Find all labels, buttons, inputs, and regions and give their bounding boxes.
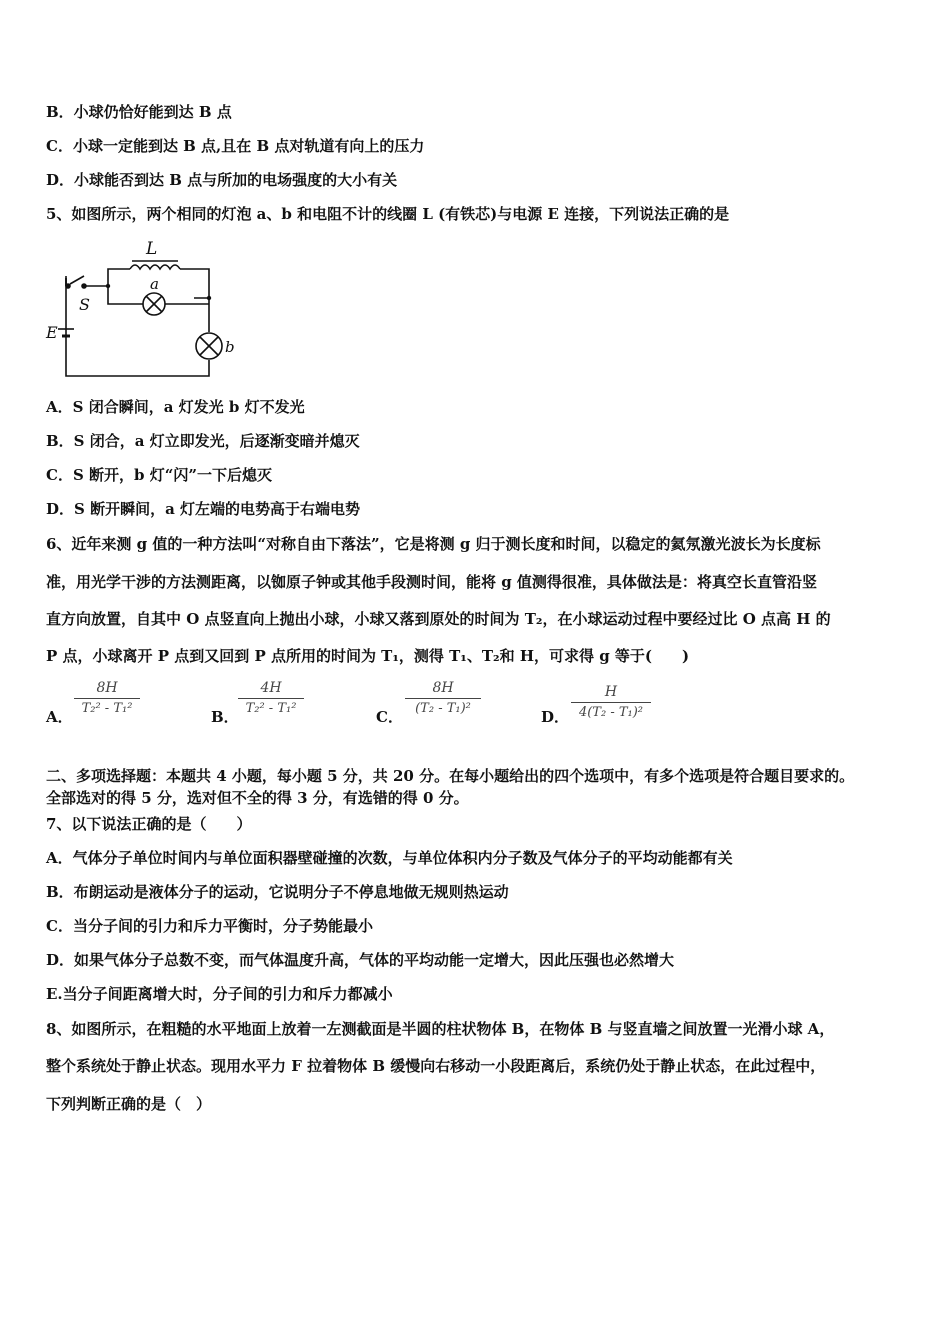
q7-option-d: D．如果气体分子总数不变，而气体温度升高，气体的平均动能一定增大，因此压强也必然增大 bbox=[46, 951, 675, 969]
q6-option-d-den: 4(T₂ - T₁)² bbox=[578, 705, 644, 720]
q6-option-a-num: 8H bbox=[96, 680, 118, 696]
q6-option-c-den: (T₂ - T₁)² bbox=[415, 701, 471, 716]
q7-option-b: B．布朗运动是液体分子的运动，它说明分子不停息地做无规则热运动 bbox=[46, 883, 509, 901]
q5-option-d: D．S 断开瞬间，a 灯左端的电势高于右端电势 bbox=[46, 500, 361, 518]
q5-stem: 5、如图所示，两个相同的灯泡 a、b 和电阻不计的线圈 L (有铁芯)与电源 E 连接，下列说法正确的是 bbox=[46, 205, 730, 223]
q6-line-3: 直方向放置，自其中 O 点竖直向上抛出小球，小球又落到原处的时间为 T₂，在小球运动过程中要经过比 O 点高 H 的 bbox=[46, 610, 831, 628]
q6-option-a-label: A． bbox=[46, 708, 73, 726]
q6-option-c-num: 8H bbox=[432, 680, 454, 696]
label-S: S bbox=[79, 295, 90, 314]
q6-line-4: P 点，小球离开 P 点到又回到 P 点所用的时间为 T₁，测得 T₁、T₂和 H，可求得 g 等于( ) bbox=[46, 647, 690, 665]
q6-line-2: 准，用光学干涉的方法测距离，以铷原子钟或其他手段测时间，能将 g 值测得很准，具体做法是：将真空长直管沿竖 bbox=[46, 573, 817, 591]
q6-option-a-den: T₂² - T₁² bbox=[81, 701, 133, 716]
q6-option-b-label: B． bbox=[211, 708, 239, 726]
q6-option-d-label: D． bbox=[541, 708, 570, 726]
label-a: a bbox=[150, 275, 159, 293]
section2-line-2: 全部选对的得 5 分，选对但不全的得 3 分，有选错的得 0 分。 bbox=[46, 789, 469, 807]
q6-option-d-num: H bbox=[604, 684, 618, 700]
q6-line-1: 6、近年来测 g 值的一种方法叫“对称自由下落法”，它是将测 g 归于测长度和时间，以稳定的氦氖激光波长为长度标 bbox=[46, 535, 821, 553]
circuit-diagram bbox=[44, 236, 244, 386]
section2-line-1: 二、多项选择题：本题共 4 小题，每小题 5 分，共 20 分。在每小题给出的四个选项中，有多个选项是符合题目要求的。 bbox=[46, 767, 855, 785]
q5-option-c: C．S 断开，b 灯“闪”一下后熄灭 bbox=[46, 466, 272, 484]
q6-option-b-num: 4H bbox=[260, 680, 282, 696]
q7-option-c: C．当分子间的引力和斥力平衡时，分子势能最小 bbox=[46, 917, 373, 935]
q6-option-c-formula bbox=[405, 680, 481, 716]
q7-stem: 7、以下说法正确的是（ ） bbox=[46, 815, 252, 833]
q7-option-a: A．气体分子单位时间内与单位面积器壁碰撞的次数，与单位体积内分子数及气体分子的平均动能都有关 bbox=[46, 849, 733, 867]
q8-line-3: 下列判断正确的是（ ） bbox=[46, 1095, 212, 1113]
q4-option-d: D．小球能否到达 B 点与所加的电场强度的大小有关 bbox=[46, 171, 398, 189]
label-E: E bbox=[46, 323, 58, 342]
label-L: L bbox=[146, 239, 158, 259]
label-b: b bbox=[225, 338, 235, 356]
q5-option-b: B．S 闭合，a 灯立即发光，后逐渐变暗并熄灭 bbox=[46, 432, 360, 450]
q6-option-b-formula bbox=[238, 680, 304, 716]
q6-option-c-label: C． bbox=[376, 708, 403, 726]
q8-line-2: 整个系统处于静止状态。现用水平力 F 拉着物体 B 缓慢向右移动一小段距离后，系统仍处于静止状态，在此过程中， bbox=[46, 1057, 826, 1075]
q5-option-a: A．S 闭合瞬间，a 灯发光 b 灯不发光 bbox=[46, 398, 305, 416]
q7-option-e: E.当分子间距离增大时，分子间的引力和斥力都减小 bbox=[46, 985, 393, 1003]
q4-option-c: C．小球一定能到达 B 点,且在 B 点对轨道有向上的压力 bbox=[46, 137, 425, 155]
q4-option-b: B．小球仍恰好能到达 B 点 bbox=[46, 103, 232, 121]
q6-option-d-formula bbox=[571, 684, 651, 720]
q6-option-b-den: T₂² - T₁² bbox=[245, 701, 297, 716]
q8-line-1: 8、如图所示，在粗糙的水平地面上放着一左测截面是半圆的柱状物体 B，在物体 B 与竖直墙之间放置一光滑小球 A， bbox=[46, 1020, 835, 1038]
q6-option-a-formula bbox=[74, 680, 140, 716]
